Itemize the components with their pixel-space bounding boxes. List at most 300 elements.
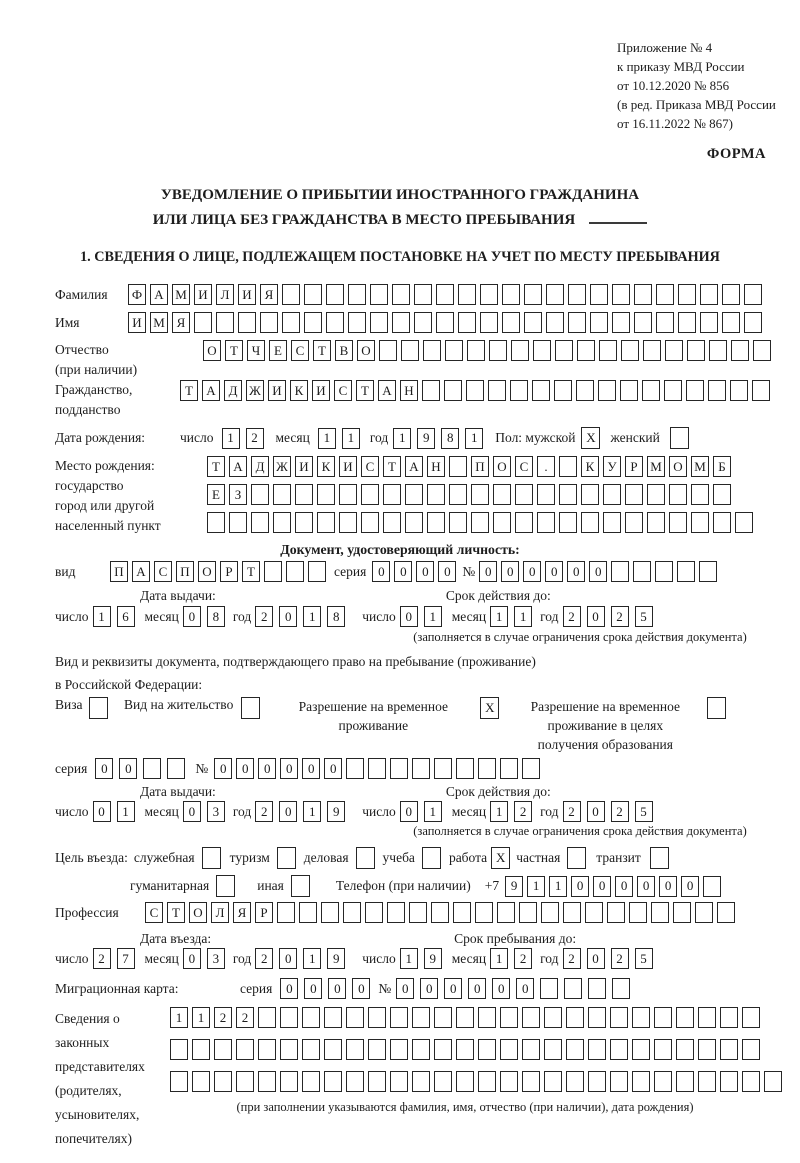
char-cell[interactable]: О — [198, 561, 216, 582]
char-cell[interactable]: 2 — [563, 948, 581, 969]
char-cell[interactable]: 9 — [327, 801, 345, 822]
char-cell[interactable]: 0 — [352, 978, 370, 999]
char-cell[interactable] — [703, 876, 721, 897]
char-cell[interactable] — [515, 512, 533, 533]
residence-issue-day[interactable] — [93, 801, 135, 822]
char-cell[interactable]: О — [357, 340, 375, 361]
entry-year-input[interactable] — [255, 948, 345, 969]
char-cell[interactable]: И — [128, 312, 146, 333]
char-cell[interactable] — [170, 1071, 188, 1092]
char-cell[interactable] — [471, 484, 489, 505]
char-cell[interactable] — [458, 284, 476, 305]
char-cell[interactable] — [544, 1007, 562, 1028]
char-cell[interactable] — [456, 1039, 474, 1060]
char-cell[interactable]: 1 — [465, 428, 483, 449]
birthplace-input-row2[interactable] — [207, 484, 753, 505]
char-cell[interactable]: 2 — [514, 801, 532, 822]
char-cell[interactable] — [713, 512, 731, 533]
char-cell[interactable]: 1 — [393, 428, 411, 449]
char-cell[interactable]: 0 — [183, 801, 201, 822]
char-cell[interactable]: 2 — [611, 948, 629, 969]
char-cell[interactable] — [434, 1039, 452, 1060]
char-cell[interactable] — [422, 847, 441, 869]
char-cell[interactable] — [304, 284, 322, 305]
char-cell[interactable] — [216, 312, 234, 333]
char-cell[interactable] — [735, 512, 753, 533]
char-cell[interactable] — [412, 1071, 430, 1092]
char-cell[interactable]: И — [295, 456, 313, 477]
char-cell[interactable] — [581, 512, 599, 533]
char-cell[interactable] — [236, 1071, 254, 1092]
char-cell[interactable] — [742, 1007, 760, 1028]
char-cell[interactable]: 0 — [681, 876, 699, 897]
char-cell[interactable] — [559, 456, 577, 477]
char-cell[interactable] — [286, 561, 304, 582]
char-cell[interactable]: 0 — [396, 978, 414, 999]
residence-expiry-day[interactable] — [400, 801, 442, 822]
char-cell[interactable]: 5 — [635, 948, 653, 969]
temp-residence-checkbox[interactable] — [480, 697, 499, 719]
char-cell[interactable]: А — [229, 456, 247, 477]
char-cell[interactable] — [264, 561, 282, 582]
doc-issue-year[interactable] — [255, 606, 345, 627]
doc-expiry-year[interactable] — [563, 606, 653, 627]
char-cell[interactable] — [691, 512, 709, 533]
char-cell[interactable]: С — [145, 902, 163, 923]
char-cell[interactable]: С — [154, 561, 172, 582]
char-cell[interactable] — [607, 902, 625, 923]
char-cell[interactable]: Т — [180, 380, 198, 401]
char-cell[interactable] — [559, 512, 577, 533]
char-cell[interactable]: 2 — [255, 948, 273, 969]
char-cell[interactable] — [620, 380, 638, 401]
char-cell[interactable] — [577, 340, 595, 361]
char-cell[interactable] — [258, 1039, 276, 1060]
char-cell[interactable] — [214, 1071, 232, 1092]
char-cell[interactable] — [524, 312, 542, 333]
char-cell[interactable]: Р — [625, 456, 643, 477]
purpose-study-checkbox[interactable] — [422, 847, 441, 869]
char-cell[interactable]: 0 — [279, 606, 297, 627]
char-cell[interactable]: 1 — [527, 876, 545, 897]
char-cell[interactable] — [326, 312, 344, 333]
char-cell[interactable] — [321, 902, 339, 923]
char-cell[interactable] — [302, 1071, 320, 1092]
char-cell[interactable]: 0 — [479, 561, 497, 582]
char-cell[interactable] — [194, 312, 212, 333]
char-cell[interactable] — [742, 1039, 760, 1060]
char-cell[interactable]: С — [291, 340, 309, 361]
char-cell[interactable] — [655, 561, 673, 582]
char-cell[interactable]: 1 — [490, 606, 508, 627]
purpose-humanitarian-checkbox[interactable] — [216, 875, 235, 897]
char-cell[interactable]: 0 — [304, 978, 322, 999]
char-cell[interactable]: 0 — [372, 561, 390, 582]
birthplace-input-row3[interactable] — [207, 512, 753, 533]
char-cell[interactable]: 0 — [492, 978, 510, 999]
char-cell[interactable]: 0 — [587, 948, 605, 969]
char-cell[interactable]: Ч — [247, 340, 265, 361]
char-cell[interactable] — [346, 758, 364, 779]
char-cell[interactable] — [554, 380, 572, 401]
char-cell[interactable] — [581, 484, 599, 505]
char-cell[interactable]: О — [493, 456, 511, 477]
char-cell[interactable] — [202, 847, 221, 869]
char-cell[interactable] — [707, 697, 726, 719]
char-cell[interactable]: Н — [427, 456, 445, 477]
char-cell[interactable] — [392, 312, 410, 333]
char-cell[interactable]: 1 — [549, 876, 567, 897]
char-cell[interactable] — [633, 561, 651, 582]
visa-checkbox[interactable] — [89, 697, 108, 719]
char-cell[interactable] — [383, 512, 401, 533]
char-cell[interactable] — [537, 512, 555, 533]
char-cell[interactable] — [544, 1039, 562, 1060]
char-cell[interactable] — [192, 1039, 210, 1060]
char-cell[interactable]: 8 — [441, 428, 459, 449]
purpose-private-checkbox[interactable] — [567, 847, 586, 869]
profession-input[interactable] — [145, 902, 735, 923]
char-cell[interactable]: 0 — [95, 758, 113, 779]
char-cell[interactable]: А — [405, 456, 423, 477]
doc-expiry-month[interactable] — [490, 606, 532, 627]
char-cell[interactable]: 3 — [207, 948, 225, 969]
char-cell[interactable] — [361, 484, 379, 505]
char-cell[interactable] — [634, 284, 652, 305]
char-cell[interactable] — [632, 1039, 650, 1060]
char-cell[interactable]: П — [471, 456, 489, 477]
char-cell[interactable]: 0 — [93, 801, 111, 822]
char-cell[interactable]: Я — [233, 902, 251, 923]
char-cell[interactable]: Н — [400, 380, 418, 401]
char-cell[interactable]: Т — [356, 380, 374, 401]
char-cell[interactable] — [709, 340, 727, 361]
char-cell[interactable] — [412, 1039, 430, 1060]
char-cell[interactable] — [676, 1071, 694, 1092]
char-cell[interactable]: Р — [255, 902, 273, 923]
char-cell[interactable]: А — [378, 380, 396, 401]
char-cell[interactable] — [654, 1039, 672, 1060]
char-cell[interactable] — [324, 1007, 342, 1028]
char-cell[interactable] — [445, 340, 463, 361]
char-cell[interactable] — [497, 902, 515, 923]
char-cell[interactable]: П — [110, 561, 128, 582]
char-cell[interactable]: З — [229, 484, 247, 505]
char-cell[interactable] — [192, 1071, 210, 1092]
char-cell[interactable]: 1 — [490, 948, 508, 969]
char-cell[interactable]: 2 — [255, 606, 273, 627]
char-cell[interactable] — [753, 340, 771, 361]
char-cell[interactable] — [722, 312, 740, 333]
char-cell[interactable] — [500, 758, 518, 779]
char-cell[interactable] — [238, 312, 256, 333]
sex-female-checkbox[interactable] — [670, 427, 689, 449]
char-cell[interactable] — [546, 284, 564, 305]
representatives-input-row3[interactable] — [170, 1071, 782, 1092]
char-cell[interactable]: 2 — [563, 801, 581, 822]
char-cell[interactable] — [273, 484, 291, 505]
char-cell[interactable]: М — [150, 312, 168, 333]
char-cell[interactable] — [673, 902, 691, 923]
char-cell[interactable]: 7 — [117, 948, 135, 969]
char-cell[interactable] — [405, 484, 423, 505]
char-cell[interactable] — [533, 340, 551, 361]
char-cell[interactable] — [89, 697, 108, 719]
char-cell[interactable] — [744, 312, 762, 333]
char-cell[interactable]: 0 — [545, 561, 563, 582]
char-cell[interactable] — [458, 312, 476, 333]
char-cell[interactable] — [540, 978, 558, 999]
char-cell[interactable] — [143, 758, 161, 779]
char-cell[interactable] — [390, 758, 408, 779]
char-cell[interactable] — [742, 1071, 760, 1092]
char-cell[interactable] — [686, 380, 704, 401]
char-cell[interactable] — [390, 1039, 408, 1060]
char-cell[interactable] — [480, 284, 498, 305]
char-cell[interactable]: 9 — [327, 948, 345, 969]
char-cell[interactable] — [282, 284, 300, 305]
char-cell[interactable] — [422, 380, 440, 401]
char-cell[interactable]: 0 — [400, 606, 418, 627]
char-cell[interactable] — [308, 561, 326, 582]
char-cell[interactable]: 9 — [417, 428, 435, 449]
char-cell[interactable] — [392, 284, 410, 305]
char-cell[interactable] — [590, 312, 608, 333]
char-cell[interactable] — [423, 340, 441, 361]
char-cell[interactable] — [610, 1007, 628, 1028]
char-cell[interactable] — [522, 1007, 540, 1028]
char-cell[interactable]: У — [603, 456, 621, 477]
char-cell[interactable] — [299, 902, 317, 923]
patronymic-input[interactable] — [203, 340, 771, 361]
char-cell[interactable] — [467, 340, 485, 361]
purpose-other-checkbox[interactable] — [291, 875, 310, 897]
char-cell[interactable]: Ф — [128, 284, 146, 305]
char-cell[interactable] — [302, 1007, 320, 1028]
char-cell[interactable] — [717, 902, 735, 923]
char-cell[interactable] — [414, 312, 432, 333]
char-cell[interactable] — [368, 1007, 386, 1028]
char-cell[interactable] — [625, 512, 643, 533]
char-cell[interactable]: Д — [224, 380, 242, 401]
char-cell[interactable]: 0 — [589, 561, 607, 582]
char-cell[interactable]: М — [647, 456, 665, 477]
char-cell[interactable] — [229, 512, 247, 533]
char-cell[interactable] — [730, 380, 748, 401]
char-cell[interactable]: А — [132, 561, 150, 582]
char-cell[interactable]: 9 — [424, 948, 442, 969]
char-cell[interactable]: Д — [251, 456, 269, 477]
char-cell[interactable]: 0 — [119, 758, 137, 779]
char-cell[interactable] — [207, 512, 225, 533]
char-cell[interactable] — [654, 1071, 672, 1092]
char-cell[interactable] — [471, 512, 489, 533]
char-cell[interactable]: Я — [260, 284, 278, 305]
char-cell[interactable] — [720, 1039, 738, 1060]
char-cell[interactable] — [295, 484, 313, 505]
char-cell[interactable] — [427, 484, 445, 505]
char-cell[interactable]: К — [317, 456, 335, 477]
char-cell[interactable]: 0 — [183, 606, 201, 627]
char-cell[interactable] — [566, 1039, 584, 1060]
char-cell[interactable] — [647, 484, 665, 505]
char-cell[interactable]: О — [189, 902, 207, 923]
char-cell[interactable] — [643, 340, 661, 361]
char-cell[interactable] — [475, 902, 493, 923]
char-cell[interactable]: 2 — [246, 428, 264, 449]
char-cell[interactable] — [522, 758, 540, 779]
purpose-work-checkbox[interactable] — [491, 847, 510, 869]
char-cell[interactable]: Б — [713, 456, 731, 477]
name-input[interactable] — [128, 312, 762, 333]
char-cell[interactable] — [317, 512, 335, 533]
char-cell[interactable]: 1 — [303, 606, 321, 627]
char-cell[interactable] — [669, 512, 687, 533]
char-cell[interactable] — [282, 312, 300, 333]
char-cell[interactable]: Т — [313, 340, 331, 361]
char-cell[interactable] — [500, 1007, 518, 1028]
char-cell[interactable] — [449, 512, 467, 533]
char-cell[interactable] — [603, 512, 621, 533]
char-cell[interactable]: 0 — [279, 948, 297, 969]
doc-expiry-day[interactable] — [400, 606, 442, 627]
char-cell[interactable] — [348, 284, 366, 305]
char-cell[interactable] — [302, 1039, 320, 1060]
char-cell[interactable] — [414, 284, 432, 305]
char-cell[interactable] — [634, 312, 652, 333]
char-cell[interactable] — [731, 340, 749, 361]
char-cell[interactable] — [588, 1007, 606, 1028]
char-cell[interactable] — [611, 561, 629, 582]
char-cell[interactable] — [687, 340, 705, 361]
char-cell[interactable] — [390, 1007, 408, 1028]
char-cell[interactable] — [665, 340, 683, 361]
representatives-input-row1[interactable] — [170, 1007, 782, 1028]
char-cell[interactable] — [764, 1071, 782, 1092]
char-cell[interactable]: 0 — [523, 561, 541, 582]
char-cell[interactable] — [260, 312, 278, 333]
char-cell[interactable]: Ж — [246, 380, 264, 401]
char-cell[interactable]: О — [203, 340, 221, 361]
char-cell[interactable] — [493, 484, 511, 505]
char-cell[interactable]: 1 — [514, 606, 532, 627]
char-cell[interactable] — [510, 380, 528, 401]
char-cell[interactable] — [409, 902, 427, 923]
char-cell[interactable]: 0 — [214, 758, 232, 779]
char-cell[interactable] — [654, 1007, 672, 1028]
char-cell[interactable] — [610, 1071, 628, 1092]
char-cell[interactable]: 5 — [635, 801, 653, 822]
char-cell[interactable]: 1 — [192, 1007, 210, 1028]
citizenship-input[interactable] — [180, 380, 770, 401]
char-cell[interactable] — [677, 561, 695, 582]
char-cell[interactable] — [559, 484, 577, 505]
char-cell[interactable]: Т — [242, 561, 260, 582]
sex-male-checkbox[interactable] — [581, 427, 600, 449]
residence-issue-month[interactable] — [183, 801, 225, 822]
char-cell[interactable]: 1 — [424, 606, 442, 627]
char-cell[interactable]: 1 — [303, 801, 321, 822]
birth-month-input[interactable] — [318, 428, 360, 449]
char-cell[interactable]: 1 — [303, 948, 321, 969]
char-cell[interactable] — [563, 902, 581, 923]
birthplace-input-row1[interactable] — [207, 456, 753, 477]
char-cell[interactable]: Л — [211, 902, 229, 923]
char-cell[interactable] — [236, 1039, 254, 1060]
char-cell[interactable] — [700, 284, 718, 305]
char-cell[interactable] — [515, 484, 533, 505]
char-cell[interactable] — [368, 758, 386, 779]
char-cell[interactable] — [678, 284, 696, 305]
char-cell[interactable] — [434, 758, 452, 779]
char-cell[interactable]: X — [480, 697, 499, 719]
char-cell[interactable] — [566, 1007, 584, 1028]
char-cell[interactable]: 2 — [214, 1007, 232, 1028]
char-cell[interactable] — [361, 512, 379, 533]
char-cell[interactable] — [500, 1071, 518, 1092]
char-cell[interactable]: 0 — [659, 876, 677, 897]
char-cell[interactable]: П — [176, 561, 194, 582]
char-cell[interactable] — [326, 284, 344, 305]
char-cell[interactable] — [555, 340, 573, 361]
char-cell[interactable]: Л — [216, 284, 234, 305]
char-cell[interactable] — [478, 758, 496, 779]
char-cell[interactable] — [339, 512, 357, 533]
char-cell[interactable]: 2 — [93, 948, 111, 969]
doc-series-input[interactable] — [372, 561, 456, 582]
char-cell[interactable] — [713, 484, 731, 505]
char-cell[interactable]: Т — [383, 456, 401, 477]
char-cell[interactable] — [522, 1039, 540, 1060]
char-cell[interactable]: В — [335, 340, 353, 361]
char-cell[interactable] — [436, 284, 454, 305]
char-cell[interactable] — [612, 978, 630, 999]
char-cell[interactable] — [650, 847, 669, 869]
char-cell[interactable] — [676, 1007, 694, 1028]
char-cell[interactable] — [383, 484, 401, 505]
char-cell[interactable]: Ж — [273, 456, 291, 477]
char-cell[interactable] — [379, 340, 397, 361]
char-cell[interactable] — [356, 847, 375, 869]
char-cell[interactable]: 0 — [394, 561, 412, 582]
char-cell[interactable] — [480, 312, 498, 333]
char-cell[interactable] — [444, 380, 462, 401]
birth-year-input[interactable] — [393, 428, 483, 449]
char-cell[interactable] — [524, 284, 542, 305]
char-cell[interactable] — [346, 1007, 364, 1028]
char-cell[interactable] — [478, 1039, 496, 1060]
char-cell[interactable]: 0 — [416, 561, 434, 582]
char-cell[interactable]: А — [202, 380, 220, 401]
residence-permit-checkbox[interactable] — [241, 697, 260, 719]
char-cell[interactable] — [567, 847, 586, 869]
char-cell[interactable]: 0 — [438, 561, 456, 582]
char-cell[interactable] — [478, 1007, 496, 1028]
char-cell[interactable] — [695, 902, 713, 923]
char-cell[interactable]: А — [150, 284, 168, 305]
char-cell[interactable] — [720, 1071, 738, 1092]
doc-issue-day[interactable] — [93, 606, 135, 627]
char-cell[interactable] — [489, 340, 507, 361]
char-cell[interactable] — [295, 512, 313, 533]
doc-number-input[interactable] — [479, 561, 717, 582]
char-cell[interactable] — [434, 1007, 452, 1028]
char-cell[interactable] — [568, 284, 586, 305]
char-cell[interactable] — [612, 284, 630, 305]
char-cell[interactable] — [324, 1071, 342, 1092]
purpose-business-checkbox[interactable] — [356, 847, 375, 869]
char-cell[interactable] — [346, 1071, 364, 1092]
